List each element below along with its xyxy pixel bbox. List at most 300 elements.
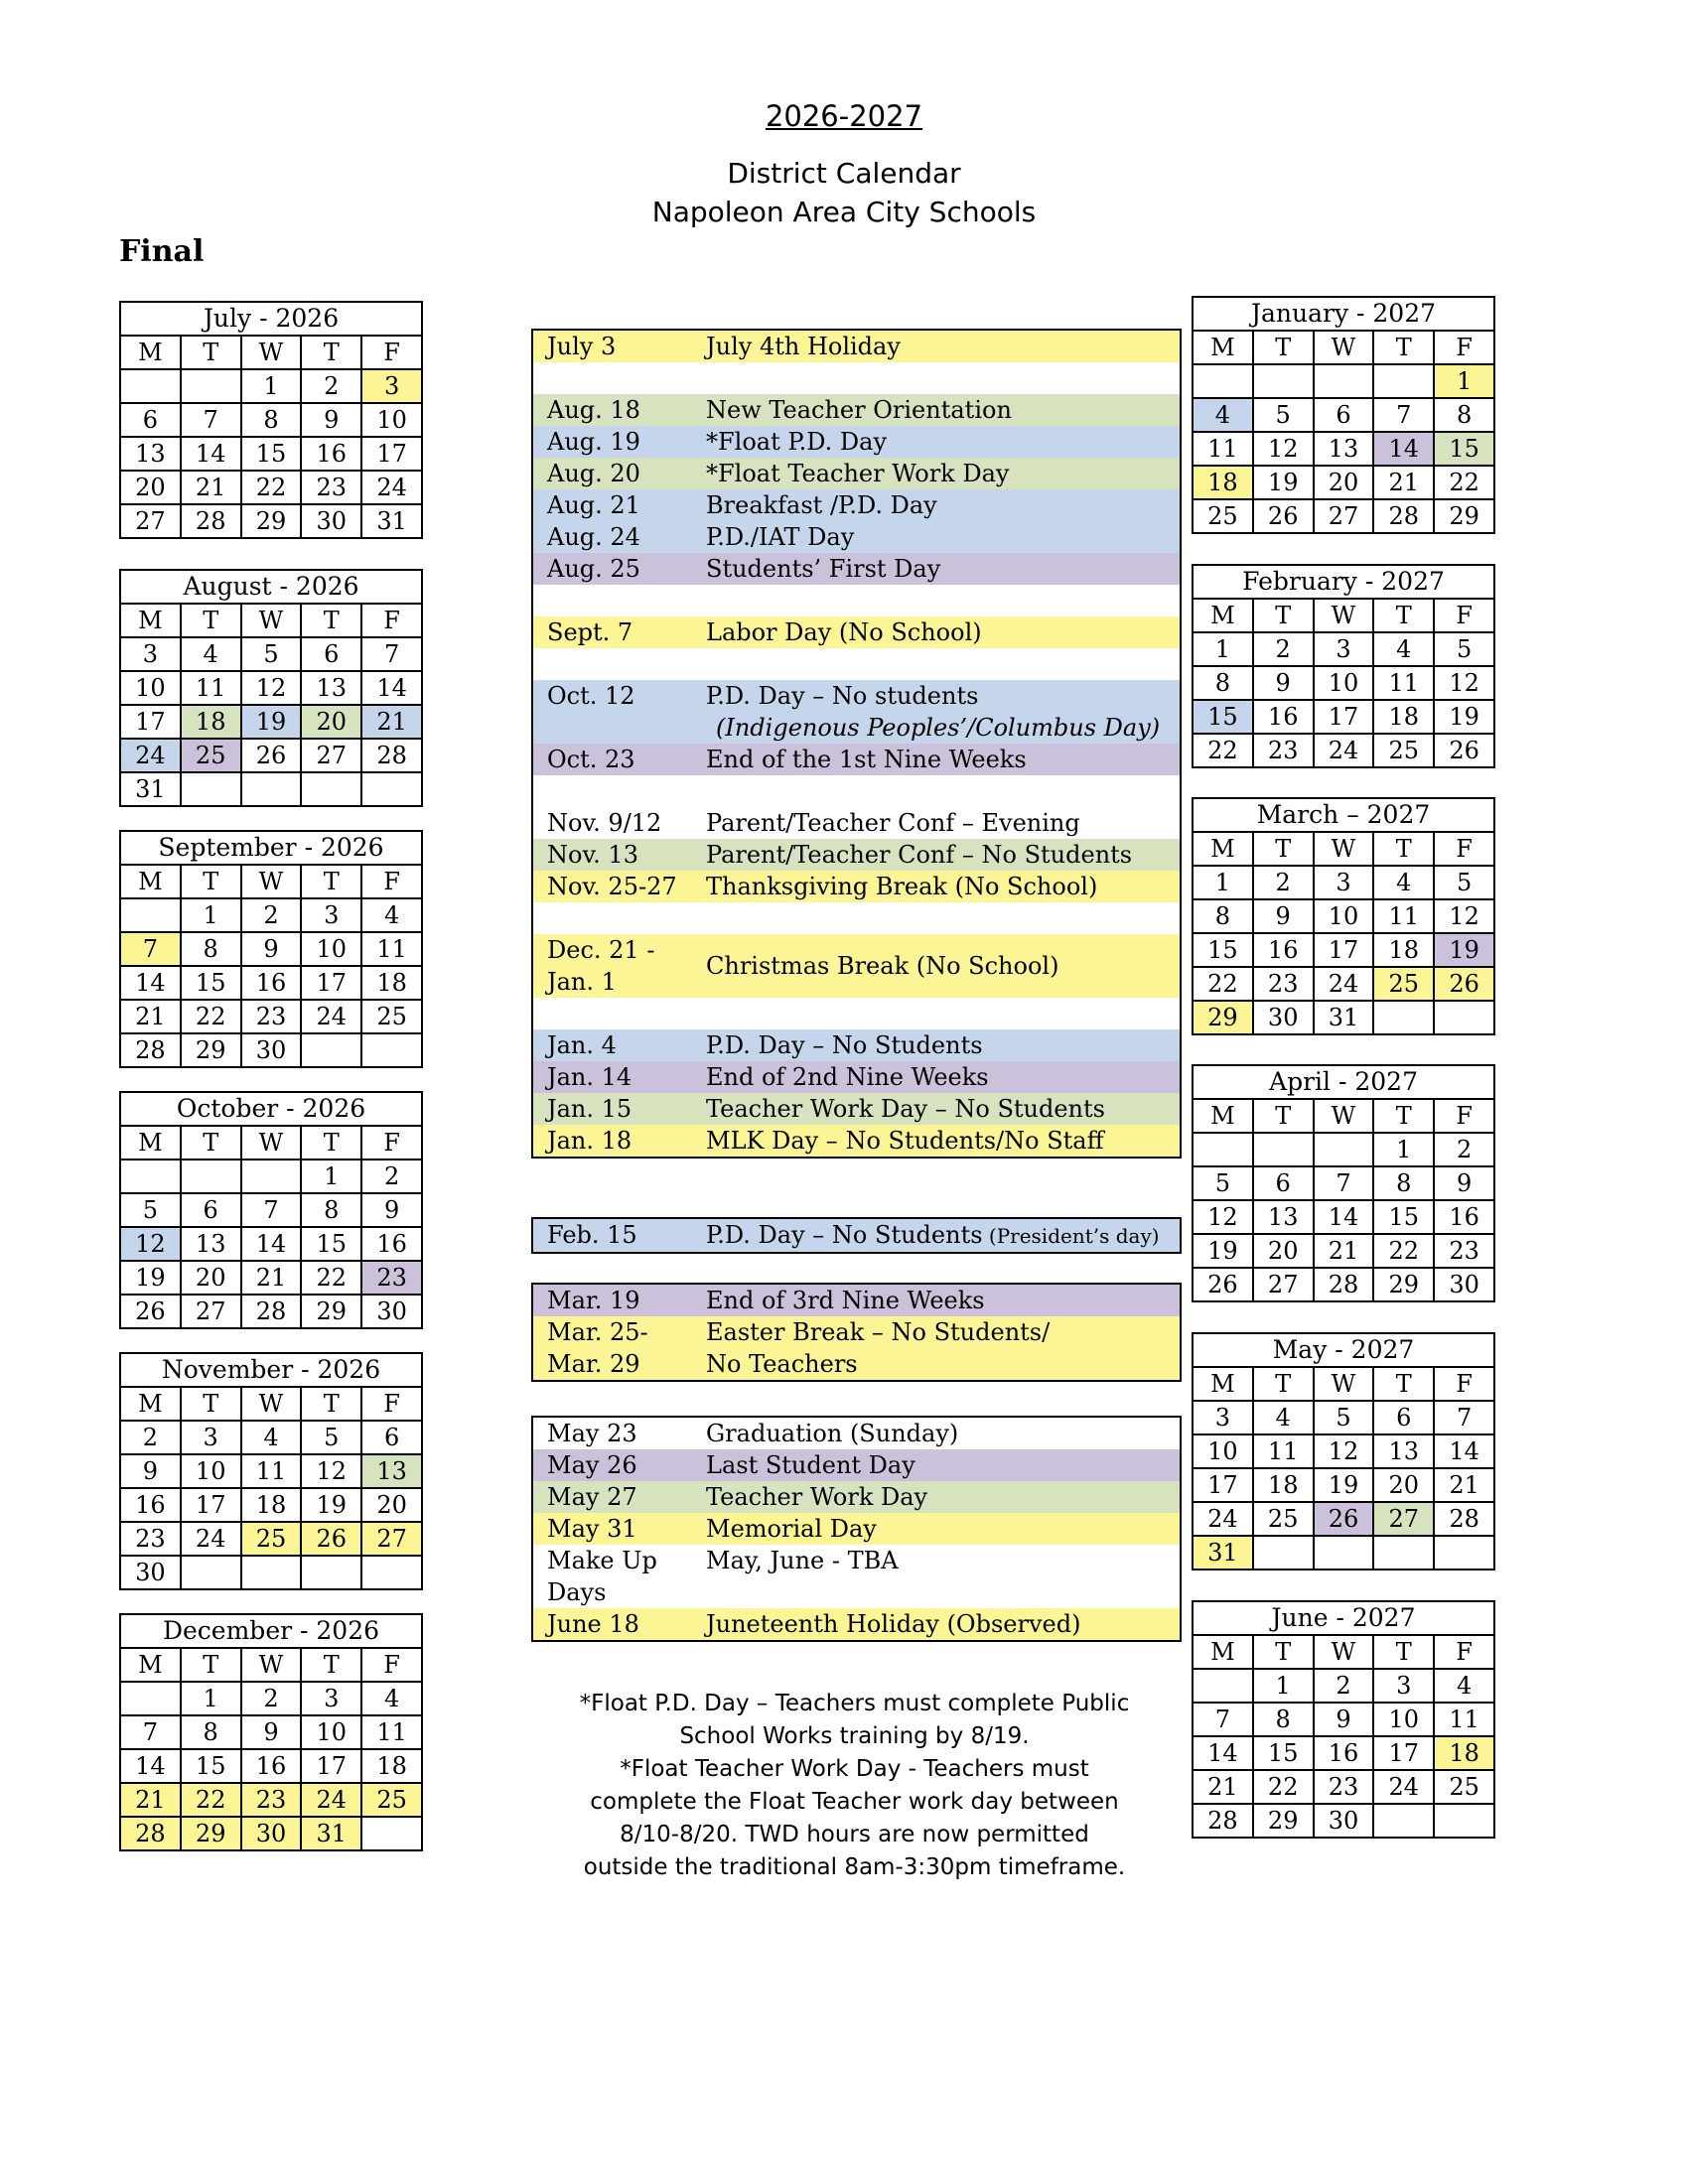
day-cell: 12 bbox=[1434, 899, 1494, 933]
day-cell: 7 bbox=[241, 1193, 302, 1227]
event-description bbox=[706, 680, 1180, 744]
day-cell: 23 bbox=[361, 1261, 422, 1295]
day-cell: 24 bbox=[181, 1522, 241, 1556]
day-cell: 6 bbox=[181, 1193, 241, 1227]
event-description bbox=[706, 1125, 1180, 1157]
day-cell: 5 bbox=[1253, 398, 1314, 432]
event-description bbox=[706, 1418, 1180, 1449]
day-cell: 13 bbox=[301, 671, 361, 705]
day-cell: 22 bbox=[301, 1261, 361, 1295]
day-cell: 22 bbox=[241, 471, 302, 504]
day-cell: 11 bbox=[1253, 1434, 1314, 1468]
event-title: Juneteenth Holiday (Observed) bbox=[706, 1610, 1081, 1638]
day-cell: 25 bbox=[1253, 1502, 1314, 1536]
day-cell: 25 bbox=[1373, 734, 1434, 767]
day-cell: 8 bbox=[301, 1193, 361, 1227]
day-cell: 18 bbox=[361, 966, 422, 1000]
day-cell: 21 bbox=[1373, 466, 1434, 499]
event-title: P.D. Day – No Students bbox=[706, 1031, 983, 1059]
footnote-line: outside the traditional 8am-3:30pm timeframe. bbox=[583, 1854, 1126, 1880]
event-row bbox=[533, 1125, 1180, 1157]
day-cell: 4 bbox=[181, 637, 241, 671]
weekday-header: M bbox=[1193, 1367, 1253, 1401]
day-cell: 18 bbox=[1373, 933, 1434, 967]
day-cell: 28 bbox=[361, 739, 422, 772]
event-date: Mar. 19 bbox=[547, 1287, 640, 1314]
day-cell: 7 bbox=[120, 932, 181, 966]
day-cell: 27 bbox=[120, 504, 181, 538]
event-title: *Float P.D. Day bbox=[706, 428, 888, 456]
day-cell: 7 bbox=[120, 1715, 181, 1749]
event-date bbox=[533, 902, 706, 934]
day-cell: 7 bbox=[1434, 1401, 1494, 1434]
event-date bbox=[533, 648, 706, 680]
weekday-header: F bbox=[1434, 832, 1494, 866]
month-name: October - 2026 bbox=[120, 1092, 422, 1126]
event-row bbox=[533, 807, 1180, 839]
day-cell: 2 bbox=[1434, 1133, 1494, 1166]
day-cell: 13 bbox=[361, 1454, 422, 1488]
day-cell: 29 bbox=[1373, 1268, 1434, 1301]
day-cell: 19 bbox=[1434, 933, 1494, 967]
month-calendar bbox=[1192, 797, 1495, 1035]
day-cell: 25 bbox=[1193, 499, 1253, 533]
day-cell: 4 bbox=[1373, 866, 1434, 899]
event-date: Mar. 25- Mar. 29 bbox=[547, 1318, 648, 1378]
day-cell: 26 bbox=[120, 1295, 181, 1328]
day-cell: 1 bbox=[1434, 364, 1494, 398]
day-cell: 18 bbox=[1253, 1468, 1314, 1502]
weekday-header: T bbox=[1253, 331, 1314, 364]
event-row bbox=[533, 1316, 1180, 1380]
event-title: Students’ First Day bbox=[706, 555, 941, 583]
event-title bbox=[706, 587, 714, 614]
footnote-line: complete the Float Teacher work day between bbox=[590, 1789, 1119, 1815]
day-cell: 23 bbox=[1434, 1234, 1494, 1268]
weekday-header: F bbox=[1434, 1367, 1494, 1401]
day-cell: 2 bbox=[301, 369, 361, 403]
day-cell: 9 bbox=[120, 1454, 181, 1488]
day-cell: 30 bbox=[241, 1817, 302, 1850]
weekday-header: T bbox=[301, 865, 361, 898]
day-cell: 22 bbox=[1373, 1234, 1434, 1268]
day-cell: 21 bbox=[1193, 1770, 1253, 1804]
day-cell: 2 bbox=[1253, 866, 1314, 899]
weekday-header: M bbox=[1193, 599, 1253, 632]
day-cell: 17 bbox=[361, 437, 422, 471]
day-cell: 3 bbox=[1314, 866, 1374, 899]
event-description bbox=[706, 902, 1180, 934]
month-calendar bbox=[119, 1091, 423, 1329]
day-cell: 2 bbox=[1253, 632, 1314, 666]
day-cell: 10 bbox=[181, 1454, 241, 1488]
day-cell: 30 bbox=[1314, 1804, 1374, 1838]
weekday-header: F bbox=[361, 604, 422, 637]
event-row bbox=[533, 521, 1180, 553]
day-cell: 22 bbox=[1193, 734, 1253, 767]
event-date: May 31 bbox=[547, 1515, 637, 1543]
day-cell: 27 bbox=[1373, 1502, 1434, 1536]
event-description bbox=[706, 1029, 1180, 1061]
weekday-header: T bbox=[301, 604, 361, 637]
day-cell: 12 bbox=[1434, 666, 1494, 700]
day-cell: 6 bbox=[120, 403, 181, 437]
day-cell: 27 bbox=[181, 1295, 241, 1328]
day-cell: 26 bbox=[1193, 1268, 1253, 1301]
day-cell: 28 bbox=[241, 1295, 302, 1328]
weekday-header: M bbox=[1193, 1635, 1253, 1669]
day-cell: 31 bbox=[301, 1817, 361, 1850]
day-cell: 17 bbox=[1314, 700, 1374, 734]
day-cell: 20 bbox=[120, 471, 181, 504]
day-cell: 29 bbox=[241, 504, 302, 538]
event-description bbox=[706, 744, 1180, 775]
day-cell: 25 bbox=[1434, 1770, 1494, 1804]
day-cell bbox=[1434, 1536, 1494, 1570]
day-cell: 1 bbox=[1193, 632, 1253, 666]
weekday-header: F bbox=[361, 1648, 422, 1682]
event-row bbox=[533, 426, 1180, 458]
day-cell: 7 bbox=[1193, 1703, 1253, 1736]
day-cell: 14 bbox=[1373, 432, 1434, 466]
day-cell bbox=[241, 772, 302, 806]
day-cell: 25 bbox=[361, 1783, 422, 1817]
event-row bbox=[533, 1418, 1180, 1449]
day-cell: 22 bbox=[181, 1000, 241, 1033]
event-date: Oct. 23 bbox=[547, 746, 635, 773]
month-name: April - 2027 bbox=[1193, 1065, 1494, 1099]
day-cell: 27 bbox=[361, 1522, 422, 1556]
weekday-header: W bbox=[1314, 331, 1374, 364]
weekday-header: M bbox=[120, 1387, 181, 1421]
event-date bbox=[533, 585, 706, 616]
day-cell bbox=[1253, 1133, 1314, 1166]
event-row bbox=[533, 680, 1180, 744]
weekday-header: M bbox=[120, 1126, 181, 1160]
day-cell bbox=[301, 1556, 361, 1589]
day-cell: 2 bbox=[1314, 1669, 1374, 1703]
event-description bbox=[706, 394, 1180, 426]
day-cell: 3 bbox=[1373, 1669, 1434, 1703]
day-cell: 9 bbox=[241, 1715, 302, 1749]
event-description bbox=[706, 775, 1180, 807]
day-cell: 11 bbox=[1373, 899, 1434, 933]
month-name: January - 2027 bbox=[1193, 297, 1494, 331]
day-cell: 18 bbox=[361, 1749, 422, 1783]
day-cell: 3 bbox=[361, 369, 422, 403]
month-calendar bbox=[1192, 1332, 1495, 1570]
day-cell: 13 bbox=[1373, 1434, 1434, 1468]
event-title: Parent/Teacher Conf – No Students bbox=[706, 841, 1133, 869]
event-row bbox=[533, 458, 1180, 489]
day-cell bbox=[120, 1682, 181, 1715]
day-cell: 19 bbox=[1253, 466, 1314, 499]
day-cell: 28 bbox=[1434, 1502, 1494, 1536]
month-calendar bbox=[119, 1352, 423, 1590]
month-name: November - 2026 bbox=[120, 1353, 422, 1387]
day-cell: 16 bbox=[1253, 933, 1314, 967]
day-cell: 4 bbox=[1434, 1669, 1494, 1703]
day-cell bbox=[361, 1033, 422, 1067]
footnote bbox=[531, 1688, 1178, 1884]
day-cell: 21 bbox=[120, 1000, 181, 1033]
weekday-header: F bbox=[361, 1126, 422, 1160]
day-cell: 24 bbox=[1314, 967, 1374, 1001]
day-cell: 3 bbox=[1314, 632, 1374, 666]
day-cell: 21 bbox=[181, 471, 241, 504]
day-cell: 15 bbox=[1373, 1200, 1434, 1234]
day-cell: 17 bbox=[120, 705, 181, 739]
weekday-header: T bbox=[1253, 1367, 1314, 1401]
event-description bbox=[706, 1219, 1180, 1252]
event-subtitle: (Indigenous Peoples’/Columbus Day) bbox=[716, 714, 1161, 742]
day-cell bbox=[361, 772, 422, 806]
day-cell: 31 bbox=[361, 504, 422, 538]
month-calendar bbox=[1192, 564, 1495, 768]
event-row bbox=[533, 1029, 1180, 1061]
event-date bbox=[533, 998, 706, 1029]
day-cell bbox=[181, 1556, 241, 1589]
day-cell: 5 bbox=[1434, 866, 1494, 899]
weekday-header: W bbox=[1314, 1367, 1374, 1401]
day-cell: 2 bbox=[241, 1682, 302, 1715]
day-cell: 30 bbox=[241, 1033, 302, 1067]
day-cell: 1 bbox=[181, 898, 241, 932]
day-cell: 10 bbox=[361, 403, 422, 437]
event-row bbox=[533, 616, 1180, 648]
event-description bbox=[706, 616, 1180, 648]
day-cell bbox=[1314, 1536, 1374, 1570]
day-cell: 15 bbox=[301, 1227, 361, 1261]
day-cell: 4 bbox=[1193, 398, 1253, 432]
day-cell: 28 bbox=[1193, 1804, 1253, 1838]
day-cell: 20 bbox=[1253, 1234, 1314, 1268]
event-date bbox=[533, 362, 706, 394]
event-row bbox=[533, 1285, 1180, 1316]
day-cell: 7 bbox=[181, 403, 241, 437]
day-cell: 7 bbox=[361, 637, 422, 671]
day-cell: 23 bbox=[1314, 1770, 1374, 1804]
day-cell bbox=[1193, 1133, 1253, 1166]
weekday-header: W bbox=[1314, 832, 1374, 866]
month-name: May - 2027 bbox=[1193, 1333, 1494, 1367]
weekday-header: W bbox=[1314, 599, 1374, 632]
day-cell: 8 bbox=[1193, 899, 1253, 933]
day-cell bbox=[1253, 364, 1314, 398]
event-title: End of 3rd Nine Weeks bbox=[706, 1287, 985, 1314]
event-date: Jan. 4 bbox=[547, 1031, 617, 1059]
day-cell: 12 bbox=[301, 1454, 361, 1488]
day-cell: 25 bbox=[241, 1522, 302, 1556]
day-cell: 29 bbox=[1434, 499, 1494, 533]
weekday-header: T bbox=[1373, 832, 1434, 866]
event-description bbox=[706, 458, 1180, 489]
day-cell bbox=[301, 1033, 361, 1067]
day-cell: 9 bbox=[241, 932, 302, 966]
event-date bbox=[533, 775, 706, 807]
event-description bbox=[706, 648, 1180, 680]
day-cell: 8 bbox=[1434, 398, 1494, 432]
day-cell: 18 bbox=[1434, 1736, 1494, 1770]
day-cell: 23 bbox=[241, 1000, 302, 1033]
event-title: *Float Teacher Work Day bbox=[706, 460, 1010, 487]
event-row bbox=[533, 1061, 1180, 1093]
day-cell bbox=[1314, 1133, 1374, 1166]
day-cell: 25 bbox=[1373, 967, 1434, 1001]
day-cell: 13 bbox=[181, 1227, 241, 1261]
day-cell: 30 bbox=[120, 1556, 181, 1589]
day-cell: 29 bbox=[1253, 1804, 1314, 1838]
day-cell bbox=[1434, 1804, 1494, 1838]
weekday-header: F bbox=[1434, 1099, 1494, 1133]
weekday-header: W bbox=[241, 336, 302, 369]
day-cell: 9 bbox=[301, 403, 361, 437]
day-cell: 3 bbox=[301, 898, 361, 932]
day-cell: 23 bbox=[120, 1522, 181, 1556]
day-cell: 10 bbox=[120, 671, 181, 705]
day-cell: 8 bbox=[1253, 1703, 1314, 1736]
event-title: Breakfast /P.D. Day bbox=[706, 491, 937, 519]
day-cell: 3 bbox=[1193, 1401, 1253, 1434]
day-cell: 6 bbox=[1253, 1166, 1314, 1200]
event-date: Nov. 9/12 bbox=[547, 809, 662, 837]
day-cell: 5 bbox=[1314, 1401, 1374, 1434]
day-cell bbox=[181, 369, 241, 403]
day-cell: 26 bbox=[1253, 499, 1314, 533]
day-cell: 28 bbox=[120, 1033, 181, 1067]
day-cell: 11 bbox=[181, 671, 241, 705]
event-row bbox=[533, 553, 1180, 585]
event-description bbox=[706, 553, 1180, 585]
weekday-header: T bbox=[301, 336, 361, 369]
weekday-header: T bbox=[301, 1126, 361, 1160]
event-row bbox=[533, 1608, 1180, 1640]
day-cell: 28 bbox=[120, 1817, 181, 1850]
weekday-header: M bbox=[120, 604, 181, 637]
event-row bbox=[533, 1219, 1180, 1252]
day-cell: 20 bbox=[1314, 466, 1374, 499]
event-date: Feb. 15 bbox=[547, 1221, 637, 1249]
day-cell: 9 bbox=[1434, 1166, 1494, 1200]
weekday-header: F bbox=[361, 865, 422, 898]
day-cell: 9 bbox=[1314, 1703, 1374, 1736]
event-title: End of the 1st Nine Weeks bbox=[706, 746, 1027, 773]
event-date: July 3 bbox=[547, 333, 617, 360]
day-cell: 5 bbox=[1434, 632, 1494, 666]
day-cell bbox=[181, 1160, 241, 1193]
day-cell: 16 bbox=[241, 1749, 302, 1783]
footnote-line: *Float P.D. Day – Teachers must complete Public bbox=[579, 1691, 1130, 1716]
day-cell bbox=[361, 1817, 422, 1850]
day-cell: 11 bbox=[1434, 1703, 1494, 1736]
day-cell: 29 bbox=[1193, 1001, 1253, 1034]
day-cell: 30 bbox=[1434, 1268, 1494, 1301]
day-cell: 16 bbox=[1314, 1736, 1374, 1770]
day-cell: 20 bbox=[301, 705, 361, 739]
event-row bbox=[533, 775, 1180, 807]
day-cell: 11 bbox=[241, 1454, 302, 1488]
event-title bbox=[706, 904, 714, 932]
day-cell: 3 bbox=[301, 1682, 361, 1715]
day-cell: 29 bbox=[181, 1033, 241, 1067]
day-cell: 7 bbox=[1373, 398, 1434, 432]
day-cell: 10 bbox=[301, 932, 361, 966]
event-date: Aug. 25 bbox=[547, 555, 640, 583]
event-description bbox=[706, 998, 1180, 1029]
event-row bbox=[533, 1545, 1180, 1608]
day-cell: 26 bbox=[1314, 1502, 1374, 1536]
month-calendar bbox=[1192, 296, 1495, 534]
day-cell: 18 bbox=[181, 705, 241, 739]
day-cell bbox=[1314, 364, 1374, 398]
event-date: June 18 bbox=[547, 1610, 639, 1638]
day-cell bbox=[1373, 1536, 1434, 1570]
day-cell: 1 bbox=[301, 1160, 361, 1193]
event-block bbox=[531, 329, 1182, 1159]
day-cell: 14 bbox=[1314, 1200, 1374, 1234]
day-cell: 24 bbox=[1314, 734, 1374, 767]
weekday-header: W bbox=[1314, 1635, 1374, 1669]
day-cell: 15 bbox=[241, 437, 302, 471]
day-cell: 16 bbox=[301, 437, 361, 471]
school-name: Napoleon Area City Schools bbox=[651, 196, 1037, 228]
status-label: Final bbox=[119, 234, 205, 269]
day-cell: 13 bbox=[120, 437, 181, 471]
event-title bbox=[706, 650, 714, 678]
month-calendar bbox=[1192, 1600, 1495, 1839]
event-title: Christmas Break (No School) bbox=[706, 952, 1059, 980]
event-description bbox=[706, 362, 1180, 394]
month-name: July - 2026 bbox=[120, 302, 422, 336]
event-title: End of 2nd Nine Weeks bbox=[706, 1063, 989, 1091]
day-cell: 5 bbox=[241, 637, 302, 671]
event-date: Sept. 7 bbox=[547, 618, 633, 646]
day-cell: 22 bbox=[1193, 967, 1253, 1001]
day-cell bbox=[1373, 1804, 1434, 1838]
event-date: Make Up Days bbox=[547, 1547, 657, 1606]
day-cell: 18 bbox=[241, 1488, 302, 1522]
weekday-header: T bbox=[181, 865, 241, 898]
day-cell: 8 bbox=[1193, 666, 1253, 700]
event-title: May, June - TBA bbox=[706, 1547, 899, 1574]
day-cell: 20 bbox=[1373, 1468, 1434, 1502]
day-cell: 20 bbox=[361, 1488, 422, 1522]
event-title: Teacher Work Day bbox=[706, 1483, 928, 1511]
month-name: June - 2027 bbox=[1193, 1601, 1494, 1635]
weekday-header: T bbox=[301, 1387, 361, 1421]
event-row bbox=[533, 394, 1180, 426]
day-cell: 24 bbox=[301, 1783, 361, 1817]
day-cell: 4 bbox=[241, 1421, 302, 1454]
day-cell: 4 bbox=[361, 898, 422, 932]
event-description bbox=[706, 1449, 1180, 1481]
day-cell: 10 bbox=[301, 1715, 361, 1749]
day-cell: 24 bbox=[1373, 1770, 1434, 1804]
day-cell: 14 bbox=[1193, 1736, 1253, 1770]
day-cell: 19 bbox=[301, 1488, 361, 1522]
weekday-header: T bbox=[1253, 599, 1314, 632]
day-cell: 30 bbox=[361, 1295, 422, 1328]
day-cell bbox=[1373, 1001, 1434, 1034]
day-cell: 18 bbox=[1373, 700, 1434, 734]
day-cell: 6 bbox=[301, 637, 361, 671]
day-cell: 8 bbox=[181, 932, 241, 966]
day-cell: 1 bbox=[241, 369, 302, 403]
month-calendar bbox=[119, 1613, 423, 1851]
weekday-header: W bbox=[241, 604, 302, 637]
weekday-header: F bbox=[1434, 331, 1494, 364]
day-cell: 26 bbox=[1434, 734, 1494, 767]
